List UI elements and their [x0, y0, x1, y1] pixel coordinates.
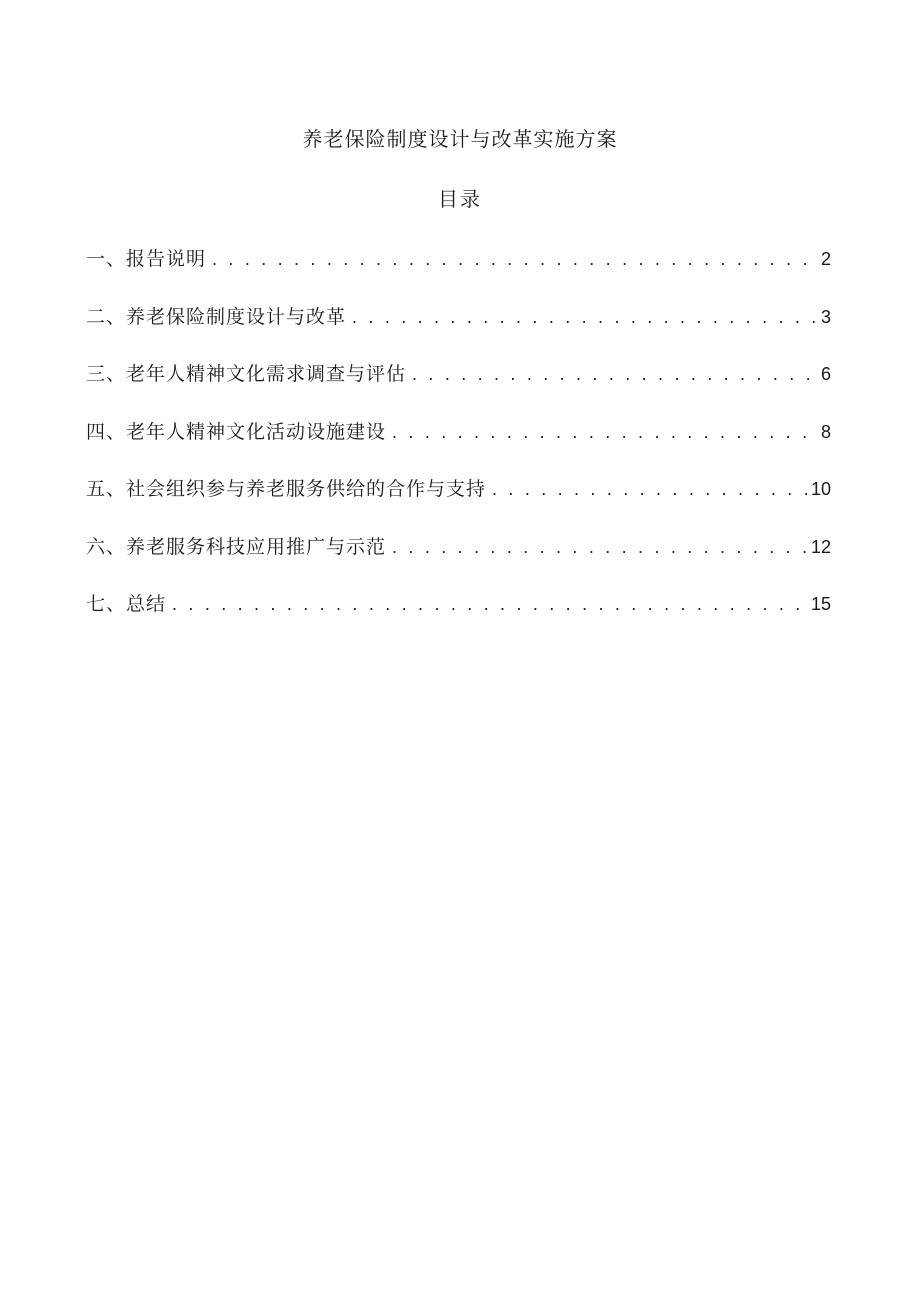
toc-dot-leader [492, 474, 807, 504]
toc-page-number: 8 [820, 421, 831, 442]
toc-entry-label: 三、老年人精神文化需求调查与评估 [86, 363, 407, 385]
toc-heading: 目录 [438, 187, 482, 211]
toc-dot-leader [212, 244, 817, 274]
toc-entry-label: 二、养老保险制度设计与改革 [86, 305, 347, 328]
toc-page-number: 10 [810, 479, 831, 499]
toc-page-number: 12 [810, 536, 831, 557]
toc-page-number: 15 [810, 594, 831, 614]
toc-entry-summary[interactable] [86, 589, 831, 647]
toc-entry-elderly-care-technology[interactable] [86, 532, 831, 590]
toc-page-number: 3 [820, 306, 831, 327]
toc-entry-label: 五、社会组织参与养老服务供给的合作与支持 [86, 478, 487, 500]
toc-entry-elderly-cultural-facilities[interactable] [86, 417, 831, 475]
toc-dot-leader [412, 359, 817, 389]
toc-page-number: 2 [820, 249, 831, 269]
toc-dot-leader [172, 589, 807, 619]
toc-page-number: 6 [820, 364, 831, 384]
document-title: 养老保险制度设计与改革实施方案 [302, 127, 618, 151]
toc-entry-label: 四、老年人精神文化活动设施建设 [86, 420, 387, 443]
table-of-contents [86, 244, 831, 647]
toc-dot-leader [392, 532, 807, 562]
toc-dot-leader [352, 302, 817, 332]
toc-entry-pension-system-design[interactable] [86, 302, 831, 360]
toc-entry-social-organization-cooperation[interactable] [86, 474, 831, 532]
toc-entry-report-description[interactable] [86, 244, 831, 302]
toc-entry-label: 七、总结 [86, 593, 167, 615]
toc-entry-label: 一、报告说明 [86, 248, 207, 270]
toc-dot-leader [392, 417, 817, 447]
toc-entry-label: 六、养老服务科技应用推广与示范 [86, 535, 387, 558]
toc-entry-elderly-cultural-needs-survey[interactable] [86, 359, 831, 417]
